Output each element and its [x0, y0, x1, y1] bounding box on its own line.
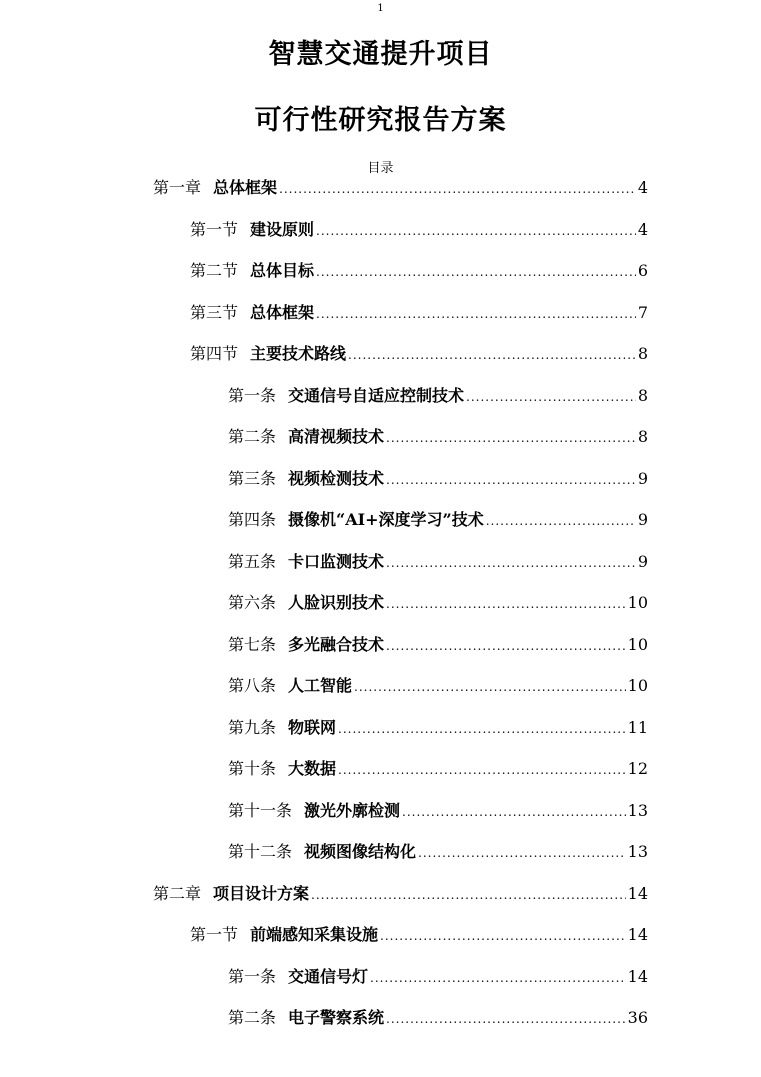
- toc-entry[interactable]: [190, 217, 648, 243]
- toc-entry-title: 物联网: [288, 717, 337, 737]
- toc-leader-dots: [279, 176, 636, 202]
- toc-entry[interactable]: [228, 715, 648, 741]
- toc-entry-page: 8: [637, 344, 648, 363]
- toc-entry-title: 激光外廓检测: [304, 800, 401, 820]
- toc-entry-title: 电子警察系统: [288, 1008, 385, 1027]
- toc-entry-page: 8: [637, 385, 648, 405]
- toc-leader-dots: [386, 550, 636, 576]
- toc-entry-title: 前端感知采集设施: [250, 925, 379, 944]
- toc-entry-number: 第一条: [228, 966, 277, 986]
- toc-entry-title: 卡口监测技术: [288, 551, 385, 571]
- toc-entry[interactable]: [228, 756, 648, 782]
- toc-entry-page: 14: [627, 966, 648, 986]
- toc-entry-title: 总体框架: [213, 178, 278, 197]
- toc-entry[interactable]: [228, 1005, 648, 1031]
- toc-entry[interactable]: [228, 673, 648, 699]
- toc-entry-number: 第十条: [228, 759, 277, 778]
- toc-entry-page: 10: [627, 634, 648, 654]
- toc-leader-dots: [386, 425, 636, 451]
- toc-leader-dots: [386, 1006, 626, 1032]
- toc-entry-page: 10: [627, 593, 648, 612]
- toc-entry[interactable]: [228, 383, 648, 409]
- toc-entry-number: 第五条: [228, 551, 277, 571]
- toc-leader-dots: [338, 716, 626, 742]
- toc-entry-page: 12: [627, 759, 648, 778]
- toc-entry-page: 11: [627, 717, 648, 737]
- toc-entry-page: 13: [627, 800, 648, 820]
- toc-entry-title: 建设原则: [250, 219, 315, 239]
- toc-entry-number: 第八条: [228, 676, 277, 695]
- toc-entry-number: 第二节: [190, 261, 239, 280]
- toc-leader-dots: [354, 674, 626, 700]
- toc-entry-number: 第四节: [190, 344, 239, 363]
- toc-entry-number: 第二条: [228, 1008, 277, 1027]
- toc-leader-dots: [316, 218, 636, 244]
- toc-entry-number: 第二条: [228, 427, 277, 446]
- toc-leader-dots: [386, 467, 636, 493]
- toc-entry-page: 14: [627, 883, 648, 903]
- toc-entry-number: 第一节: [190, 925, 239, 944]
- toc-entry-number: 第三条: [228, 468, 277, 488]
- toc-leader-dots: [402, 799, 626, 825]
- toc-entry-page: 7: [637, 302, 648, 322]
- toc-entry-number: 第十一条: [228, 800, 293, 820]
- toc-entry-number: 第一条: [228, 385, 277, 405]
- toc-entry-title: 大数据: [288, 759, 337, 778]
- toc-entry-number: 第四条: [228, 510, 277, 529]
- toc-entry[interactable]: [228, 839, 648, 865]
- toc-entry[interactable]: [190, 258, 648, 284]
- document-title-line2: 可行性研究报告方案: [254, 105, 507, 136]
- toc-entry[interactable]: [190, 341, 648, 367]
- toc-entry[interactable]: [228, 590, 648, 616]
- toc-leader-dots: [466, 384, 636, 410]
- toc-entry[interactable]: [153, 175, 648, 201]
- toc-entry[interactable]: [228, 798, 648, 824]
- toc-entry-page: 14: [627, 925, 648, 944]
- toc-entry-number: 第二章: [153, 883, 202, 903]
- toc-entry-page: 4: [637, 178, 648, 197]
- toc-entry-page: 9: [637, 510, 648, 529]
- toc-entry-page: 6: [637, 261, 648, 280]
- toc-entry-title: 项目设计方案: [213, 883, 310, 903]
- toc-leader-dots: [380, 923, 626, 949]
- toc-entry-title: 人工智能: [288, 676, 353, 695]
- toc-entry-page: 10: [627, 676, 648, 695]
- toc-entry[interactable]: [190, 922, 648, 948]
- document-title-line1: 智慧交通提升项目: [268, 39, 493, 70]
- toc-entry-number: 第一章: [153, 178, 202, 197]
- toc-entry[interactable]: [228, 507, 648, 533]
- page-number: 1: [377, 3, 384, 14]
- toc-leader-dots: [386, 633, 626, 659]
- toc-leader-dots: [418, 840, 626, 866]
- toc-entry[interactable]: [153, 881, 648, 907]
- toc-entry[interactable]: [190, 300, 648, 326]
- toc-leader-dots: [316, 259, 636, 285]
- toc-entry-title: 人脸识别技术: [288, 593, 385, 612]
- toc-entry-page: 36: [627, 1008, 648, 1027]
- toc-entry-number: 第六条: [228, 593, 277, 612]
- toc-entry-page: 8: [637, 427, 648, 446]
- toc-entry-title: 主要技术路线: [250, 344, 347, 363]
- toc-entry[interactable]: [228, 632, 648, 658]
- toc-entry-title: 多光融合技术: [288, 634, 385, 654]
- toc-entry-title: 高清视频技术: [288, 427, 385, 446]
- toc-entry-page: 13: [627, 842, 648, 861]
- toc-entry[interactable]: [228, 964, 648, 990]
- toc-entry[interactable]: [228, 424, 648, 450]
- toc-leader-dots: [486, 508, 636, 534]
- toc-leader-dots: [348, 342, 636, 368]
- toc-leader-dots: [311, 882, 626, 908]
- toc-entry-number: 第三节: [190, 302, 239, 322]
- toc-entry-number: 第七条: [228, 634, 277, 654]
- toc-entry[interactable]: [228, 549, 648, 575]
- toc-entry-title: 交通信号灯: [288, 966, 369, 986]
- toc-entry-title: 视频检测技术: [288, 468, 385, 488]
- toc-leader-dots: [386, 591, 626, 617]
- toc-leader-dots: [370, 965, 626, 991]
- toc-entry-number: 第九条: [228, 717, 277, 737]
- toc-entry-number: 第十二条: [228, 842, 293, 861]
- toc-entry-page: 9: [637, 551, 648, 571]
- toc-entry-title: 摄像机“AI+深度学习”技术: [288, 510, 484, 529]
- toc-heading: 目录: [367, 161, 394, 176]
- toc-entry-title: 视频图像结构化: [304, 842, 417, 861]
- toc-entry-page: 4: [637, 219, 648, 239]
- toc-entry[interactable]: [228, 466, 648, 492]
- toc-entry-title: 总体目标: [250, 261, 315, 280]
- toc-leader-dots: [316, 301, 636, 327]
- toc-entry-number: 第一节: [190, 219, 239, 239]
- toc-entry-title: 总体框架: [250, 302, 315, 322]
- toc-entry-title: 交通信号自适应控制技术: [288, 385, 465, 405]
- toc-entry-page: 9: [637, 468, 648, 488]
- toc-leader-dots: [338, 757, 626, 783]
